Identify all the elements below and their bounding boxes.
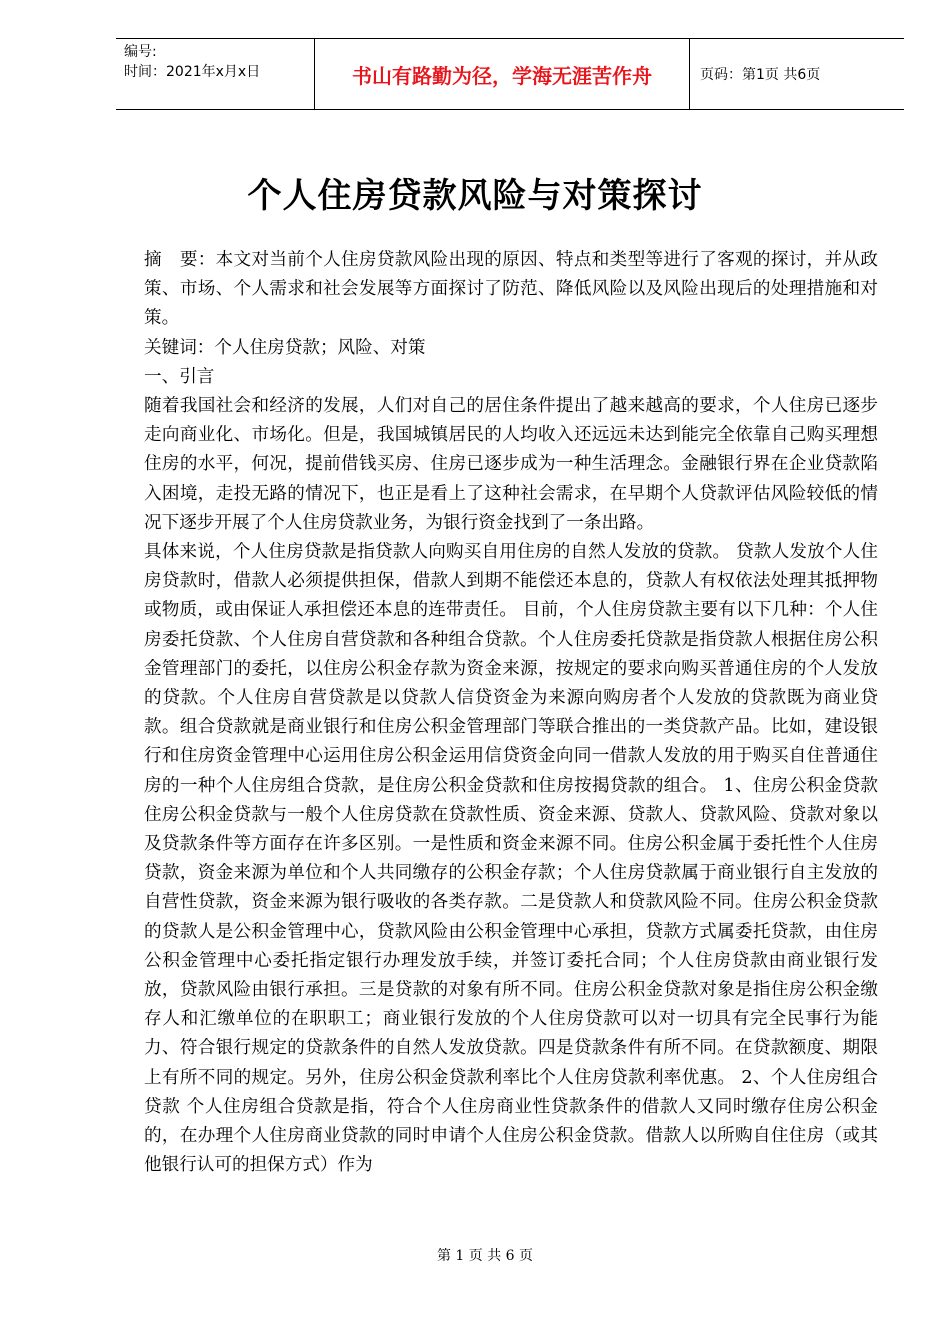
serial-number-label: 编号: [124, 44, 157, 60]
section-heading: 一、引言 [144, 366, 215, 387]
body-paragraph: 随着我国社会和经济的发展，人们对自己的居住条件提出了越来越高的要求，个人住房已逐步走向商业化、市场化。但是，我国城镇居民的人均收入还远远未达到能完全依靠自己购买理想住房的水平，何况，提前借钱买房、住房已逐步成为一种生活理念。金融银行界在企业贷款陷入困境，走投无路的情况下，也正是看上了这种社会需求，在早期个人贷款评估风险较低的情况下逐步开展了个人住房贷款业务，为银行资金找到了一条出路。 [144, 396, 878, 533]
body-paragraph: 具体来说，个人住房贷款是指贷款人向购买自用住房的自然人发放的贷款。 贷款人发放个人住房贷款时，借款人必须提供担保，借款人到期不能偿还本息的，贷款人有权依法处理其抵押物或物质，或由保证人承担偿还本息的连带责任。 目前，个人住房贷款主要有以下几种：个人住房委托贷款、个人住房自营贷款和各种组合贷款。个人住房委托贷款是指贷款人根据住房公积金管理部门的委托，以住房公积金存款为资金来源，按规定的要求向购买普通住房的个人发放的贷款。个人住房自营贷款是以贷款人信贷资金为来源向购房者个人发放的贷款既为商业贷款。组合贷款就是商业银行和住房公积金管理部门等联合推出的一类贷款产品。比如，建设银行和住房资金管理中心运用住房公积金运用信贷资金向同一借款人发放的用于购买自住普通住房的一种个人住房组合贷款，是住房公积金贷款和住房按揭贷款的组合。 1、住房公积金贷款 住房公积金贷款与一般个人住房贷款在贷款性质、资金来源、贷款人、贷款风险、贷款对象以及贷款条件等方面存在许多区别。一是性质和资金来源不同。住房公积金属于委托性个人住房贷款，资金来源为单位和个人共同缴存的公积金存款；个人住房贷款属于商业银行自主发放的自营性贷款，资金来源为银行吸收的各类存款。二是贷款人和贷款风险不同。住房公积金贷款的贷款人是公积金管理中心，贷款风险由公积金管理中心承担，贷款方式属委托贷款，由住房公积金管理中心委托指定银行办理发放手续，并签订委托合同；个人住房贷款由商业银行发放，贷款风险由银行承担。三是贷款的对象有所不同。住房公积金贷款对象是指住房公积金缴存人和汇缴单位的在职职工；商业银行发放的个人住房贷款可以对一切具有完全民事行为能力、符合银行规定的贷款条件的自然人发放贷款。四是贷款条件有所不同。在贷款额度、期限上有所不同的规定。另外，住房公积金贷款利率比个人住房贷款利率优惠。 2、个人住房组合贷款 个人住房组合贷款是指，符合个人住房商业性贷款条件的借款人又同时缴存住房公积金的，在办理个人住房商业贷款的同时申请个人住房公积金贷款。借款人以所购自住住房（或其他银行认可的担保方式）作为 [144, 542, 878, 1176]
page-info: 页码：第1页 共6页 [700, 67, 821, 83]
header-meta-cell [116, 39, 315, 109]
document-body [144, 246, 878, 1181]
header-table [116, 38, 904, 110]
time-label: 时间：2021年x月x日 [124, 64, 261, 80]
document-title: 个人住房贷款风险与对策探讨 [247, 176, 703, 216]
motto-text: 书山有路勤为径，学海无涯苦作舟 [315, 39, 690, 109]
keywords-paragraph: 关键词：个人住房贷款；风险、对策 [144, 337, 426, 358]
page-footer: 第 1 页 共 6 页 [436, 1248, 534, 1264]
abstract-paragraph: 摘 要：本文对当前个人住房贷款风险出现的原因、特点和类型等进行了客观的探讨，并从政策、市场、个人需求和社会发展等方面探讨了防范、降低风险以及风险出现后的处理措施和对策。 [144, 250, 878, 329]
